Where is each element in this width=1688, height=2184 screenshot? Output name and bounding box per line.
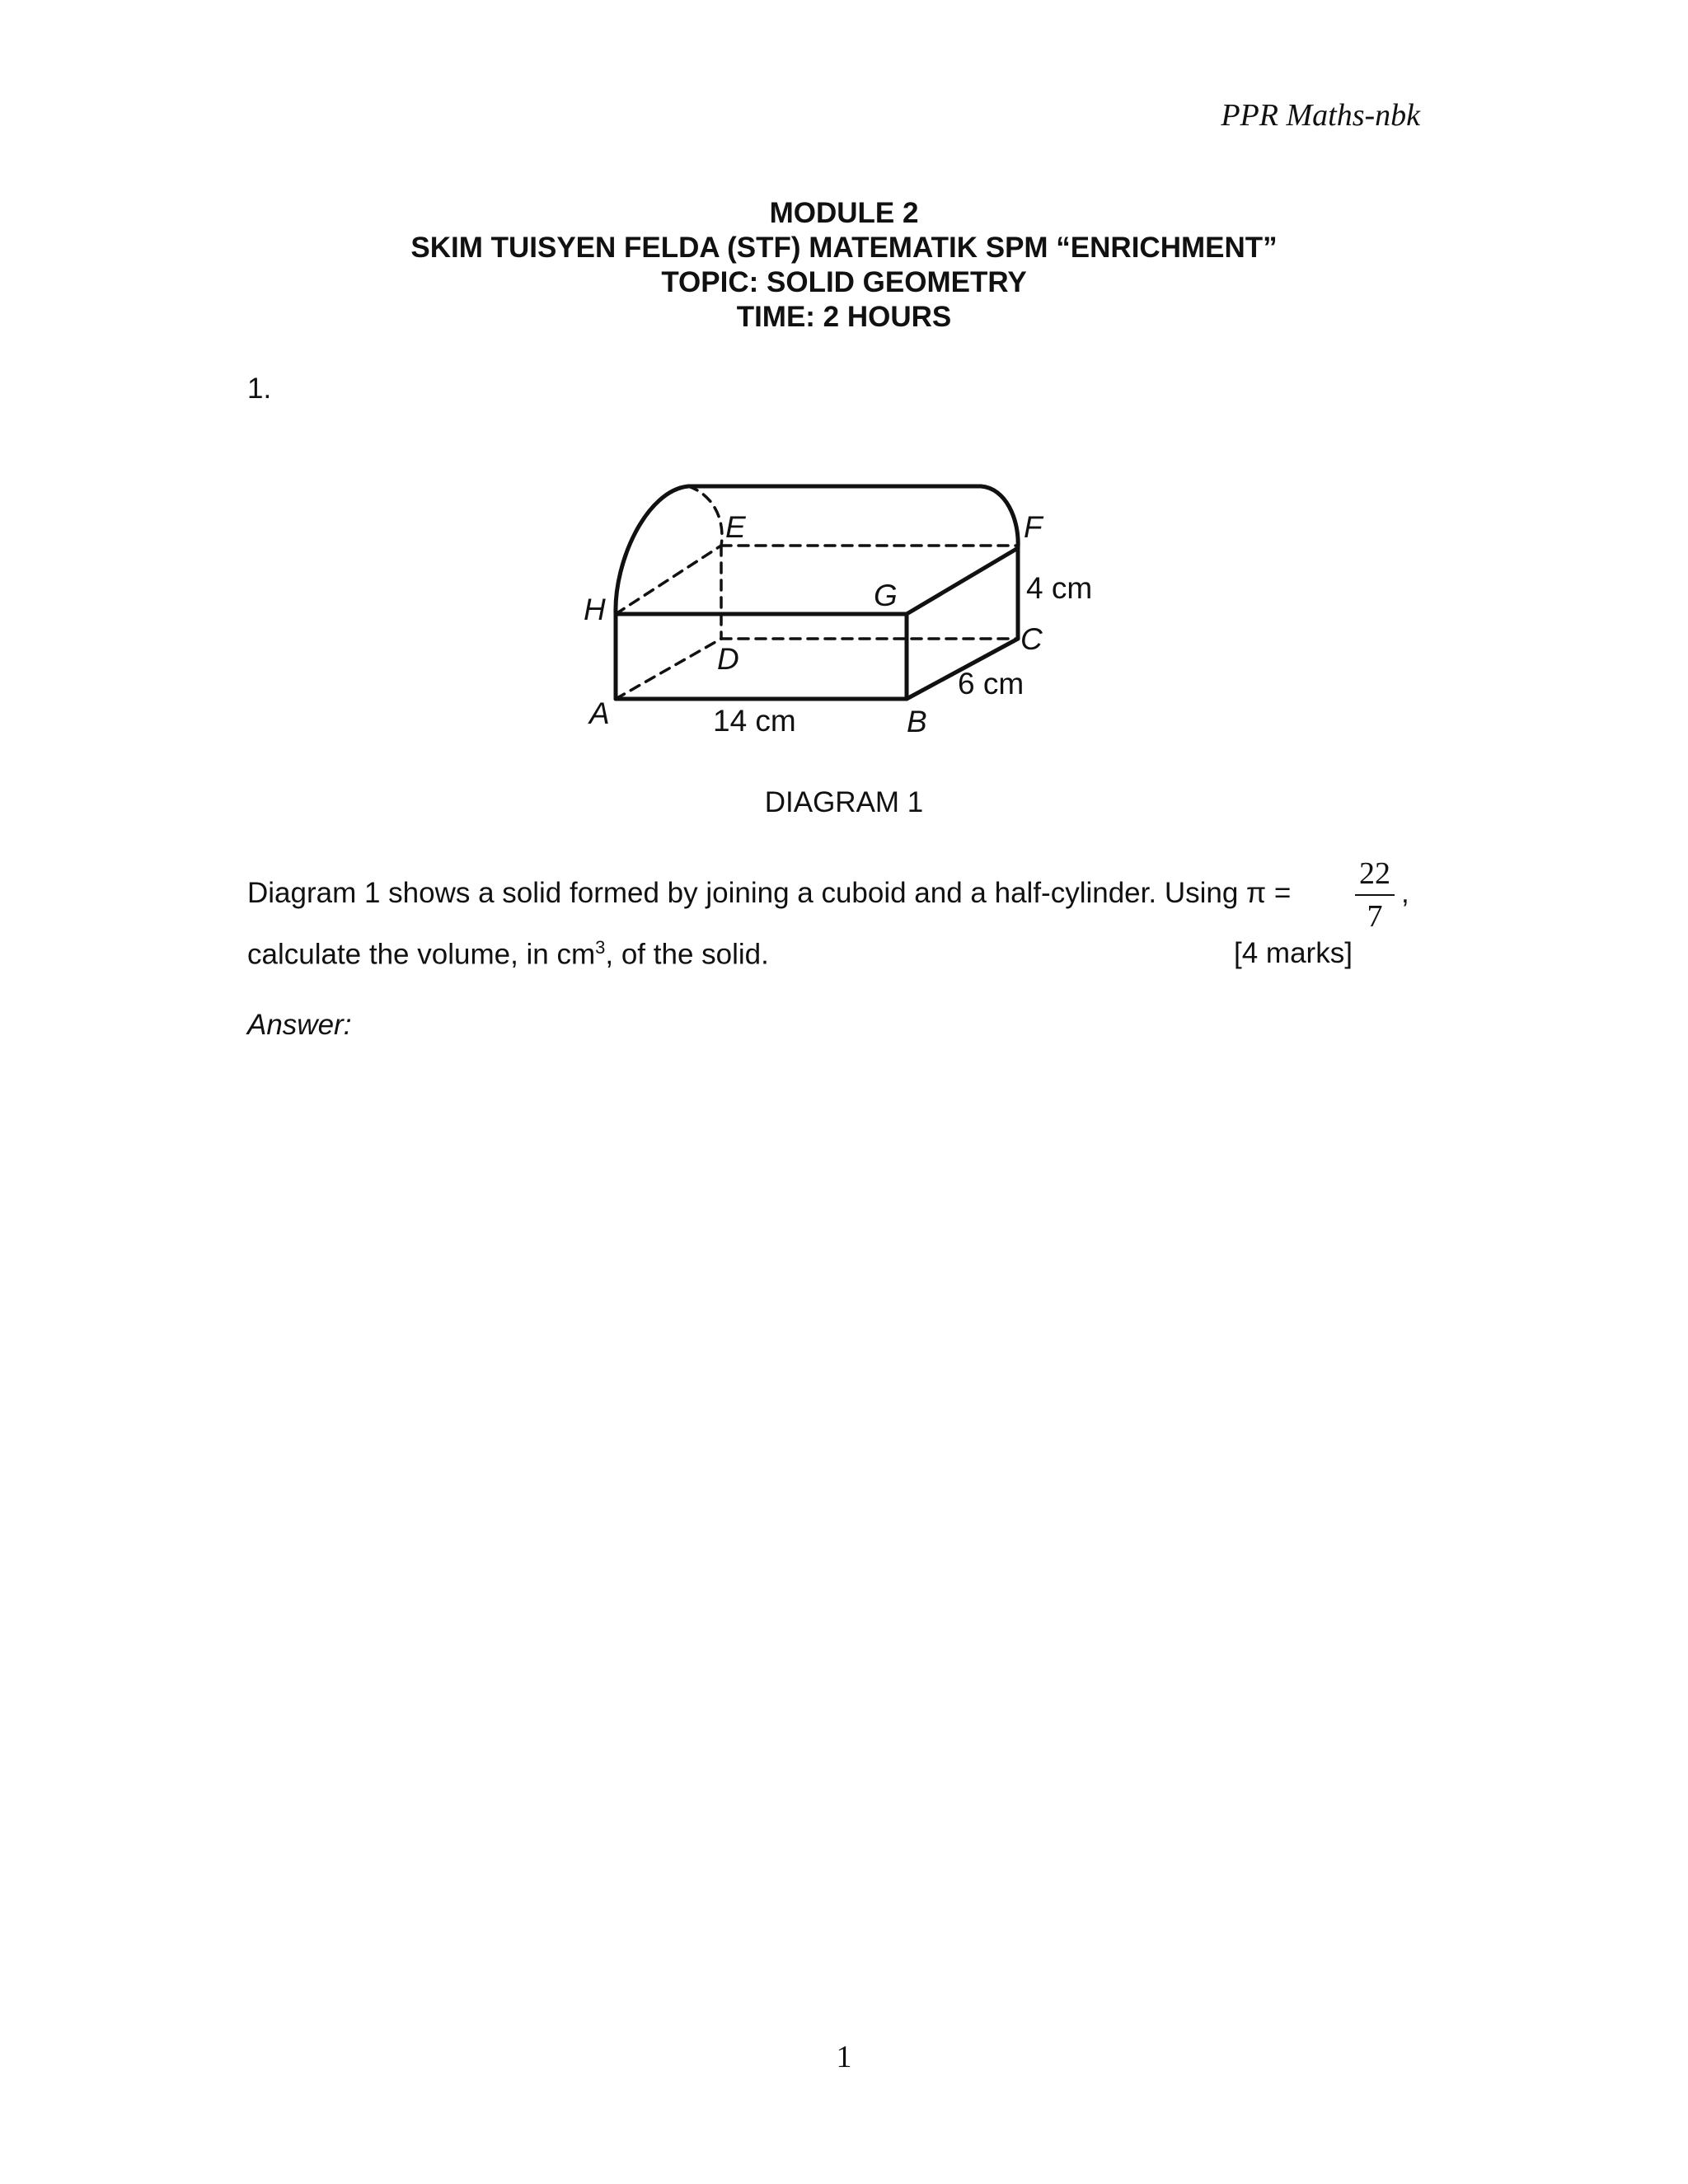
edge-GF xyxy=(907,548,1018,614)
topic-title: TOPIC: SOLID GEOMETRY xyxy=(661,266,1027,298)
label-B: B xyxy=(907,705,927,738)
question-text-line2 xyxy=(247,937,769,972)
question-number: 1. xyxy=(247,373,272,405)
arc-left xyxy=(616,486,688,614)
label-F: F xyxy=(1024,510,1043,544)
label-H: H xyxy=(584,593,606,626)
label-C: C xyxy=(1020,622,1043,656)
time-title: TIME: 2 HOURS xyxy=(736,301,952,333)
header-label: PPR Maths-nbk xyxy=(1221,98,1420,133)
hidden-HE xyxy=(616,546,721,614)
label-D: D xyxy=(717,642,739,676)
hidden-arc-back xyxy=(688,486,722,546)
unit-superscript: 3 xyxy=(595,937,606,958)
dim-width: 6 cm xyxy=(958,667,1025,701)
pi-comma: , xyxy=(1401,877,1409,909)
diagram-caption: DIAGRAM 1 xyxy=(764,786,924,818)
answer-label: Answer: xyxy=(247,1009,352,1041)
module-title: MODULE 2 xyxy=(769,197,919,229)
question-text-line1: Diagram 1 shows a solid formed by joining a cuboid and a half-cylinder. Using π = xyxy=(247,877,1292,909)
label-A: A xyxy=(589,696,610,730)
pi-numerator: 22 xyxy=(1359,856,1390,891)
label-G: G xyxy=(874,579,898,612)
program-title: SKIM TUISYEN FELDA (STF) MATEMATIK SPM “ENRICHMENT” xyxy=(410,232,1278,264)
dim-height: 4 cm xyxy=(1026,571,1093,605)
dim-length: 14 cm xyxy=(713,704,796,738)
marks-label: [4 marks] xyxy=(1234,937,1353,969)
line2-before: calculate the volume, in cm xyxy=(247,938,596,971)
fraction-bar xyxy=(1355,894,1395,896)
label-E: E xyxy=(725,510,746,544)
line2-after: , of the solid. xyxy=(605,938,769,971)
arc-right xyxy=(981,486,1018,548)
title-block xyxy=(0,196,1688,335)
diagram-1 xyxy=(569,470,1113,754)
page-number: 1 xyxy=(836,2040,852,2074)
hidden-AD xyxy=(616,639,721,699)
solid-diagram-svg xyxy=(569,470,1113,750)
pi-fraction xyxy=(1352,855,1398,935)
pi-denominator: 7 xyxy=(1367,899,1383,934)
